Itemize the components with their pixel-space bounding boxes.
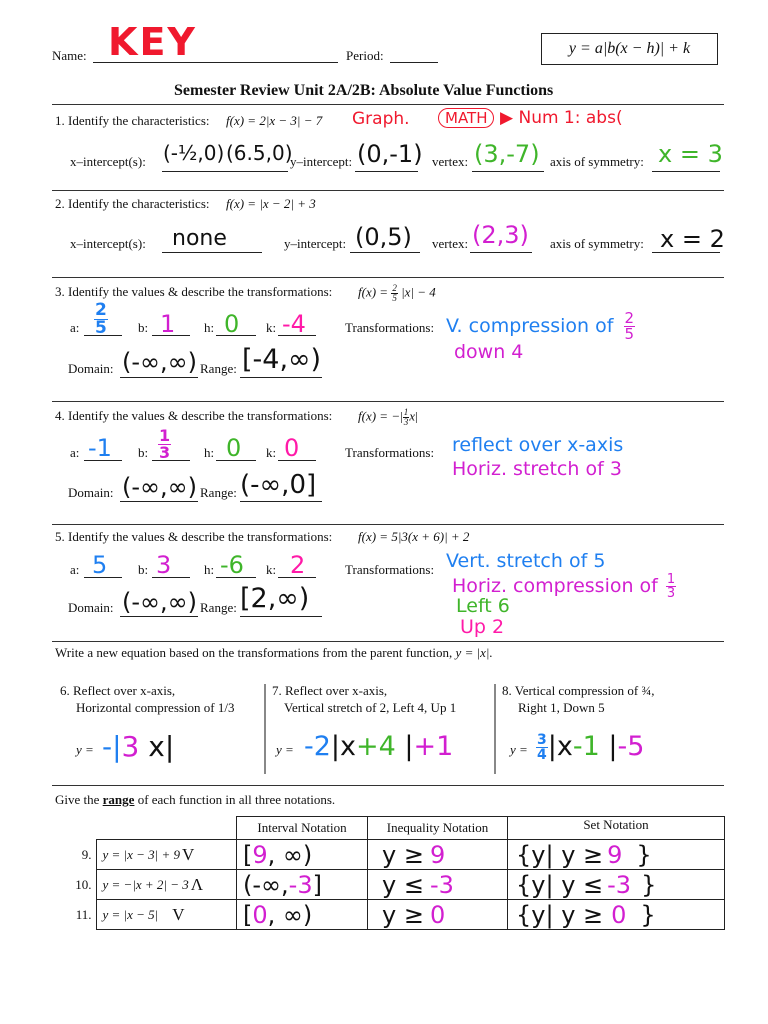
q7-ans-k: +1 [413, 731, 454, 762]
q5-k-label: k: [266, 562, 277, 577]
q7-answer [304, 731, 453, 762]
header-set: Set Notation [508, 817, 725, 840]
q4-b-num: 1 [159, 426, 171, 445]
q1-yint-label: y–intercept: [290, 154, 353, 169]
q8-y-label: y = [510, 742, 528, 757]
q5-function: f(x) = 5|3(x + 6)| + 2 [358, 529, 470, 544]
q1-vertex-label: vertex: [432, 154, 469, 169]
row-interval [237, 870, 368, 900]
row-ineq-pre: y ≥ [382, 840, 424, 869]
row-func-text: y = −|x + 2| − 3 [102, 876, 189, 892]
name-value: KEY [108, 20, 197, 64]
row-func [96, 870, 237, 900]
q1-note-math: MATH [438, 108, 494, 128]
q1-xint-b: (6.5,0) [226, 141, 293, 165]
table-row [52, 840, 725, 870]
q5-trans-4: Up 2 [460, 616, 505, 638]
divider [52, 785, 724, 786]
q2-prompt: 2. Identify the characteristics: [55, 196, 210, 211]
row-ineq-val: -3 [429, 870, 454, 899]
row-set-pre: {y| y ≥ [516, 900, 604, 929]
q2-function: f(x) = |x − 2| + 3 [226, 196, 316, 211]
row-interval-rest: , ∞) [267, 840, 313, 869]
q4-b-label: b: [138, 445, 149, 460]
q8-ans-num: 3 [537, 732, 547, 748]
row-interval-val: -3 [288, 870, 313, 899]
q1-xint-label: x–intercept(s): [70, 154, 146, 169]
row-inequality [368, 900, 508, 930]
q3-trans-1-text: V. compression of [446, 315, 614, 337]
page-title: Semester Review Unit 2A/2B: Absolute Value Functions [174, 82, 554, 99]
q5-domain-label: Domain: [68, 600, 114, 615]
q5-b: 3 [156, 551, 172, 579]
q4-func-den: 3 [403, 417, 409, 427]
row-set-pre: {y| y ≤ [516, 870, 604, 899]
range-instruction-post: of each function in all three notations. [137, 792, 336, 807]
formula-text: y = a|b(x − h)| + k [568, 40, 691, 57]
row-num: 10. [75, 876, 92, 892]
q1-axis: x = 3 [658, 140, 723, 168]
row-interval-open: [ [243, 840, 253, 869]
q3-func-num: 2 [392, 283, 397, 293]
v-shape-icon: V [182, 844, 195, 864]
q1-vertex: (3,-7) [474, 140, 540, 168]
q3-k-label: k: [266, 320, 277, 335]
q2-yint: (0,5) [355, 223, 412, 251]
q2-xint-line [162, 252, 262, 253]
q4-trans-1: reflect over x-axis [452, 434, 624, 456]
q3-trans-label: Transformations: [345, 320, 435, 335]
row-interval [237, 840, 368, 870]
q5-k: 2 [290, 551, 306, 579]
row-func-text: y = |x − 3| + 9 [102, 846, 181, 862]
q8-ans-x: |x [547, 731, 573, 762]
row-func [96, 840, 237, 870]
q3-range-label: Range: [200, 361, 237, 376]
q4-range-label: Range: [200, 485, 237, 500]
q2-vertex-line [470, 252, 532, 253]
q1-function: f(x) = 2|x − 3| − 7 [226, 113, 323, 128]
q5-domain-line [120, 616, 198, 617]
q4-b-den: 3 [159, 443, 171, 462]
period-label: Period: [346, 48, 384, 63]
q4-a-label: a: [70, 445, 80, 460]
q1-xint-line [162, 171, 288, 172]
header-interval: Interval Notation [237, 817, 368, 840]
q8-title: 8. Vertical compression of ¾, [502, 683, 655, 698]
q4-b [158, 428, 171, 461]
q6-ans-neg: -| [102, 730, 122, 763]
q4-range-line [240, 501, 322, 502]
write-instruction [55, 645, 493, 661]
q7-ans-a: -2 [304, 731, 331, 762]
q4-range: (-∞,0] [240, 470, 317, 500]
table-row [52, 870, 725, 900]
q3-b: 1 [160, 310, 176, 338]
q1-yint: (0,-1) [357, 140, 423, 168]
row-interval [237, 900, 368, 930]
name-label: Name: [52, 48, 87, 63]
separator [494, 684, 496, 774]
range-table [52, 816, 725, 930]
q3-domain: (-∞,∞) [122, 348, 197, 376]
q5-range-text: [2,∞) [240, 583, 310, 614]
q4-func-num: 1 [403, 407, 409, 417]
q5-range-line [240, 616, 322, 617]
q3-function [358, 284, 436, 303]
q5-trans-2-text: Horiz. compression of [452, 575, 658, 597]
divider [52, 641, 724, 642]
q2-xint: none [172, 226, 227, 251]
q6-ans-b: 3 [121, 730, 140, 763]
row-set-val: 0 [611, 900, 627, 929]
q5-trans-label: Transformations: [345, 562, 435, 577]
q4-domain: (-∞,∞) [122, 473, 197, 501]
q5-trans-2-den: 3 [666, 586, 676, 601]
q3-k: -4 [282, 310, 306, 338]
row-set-post: } [641, 870, 657, 899]
row-interval-val: 0 [252, 900, 268, 929]
q3-trans-1 [446, 311, 635, 342]
q3-h: 0 [224, 310, 240, 338]
q6-answer [102, 730, 174, 763]
q8-ans-k: -5 [617, 731, 645, 762]
q4-domain-label: Domain: [68, 485, 114, 500]
q8-ans-den: 4 [537, 747, 547, 763]
q4-h-label: h: [204, 445, 215, 460]
q4-prompt: 4. Identify the values & describe the transformations: [55, 408, 333, 423]
q2-yint-label: y–intercept: [284, 236, 347, 251]
row-set [508, 870, 725, 900]
q5-range [240, 583, 309, 614]
row-interval-rest: ] [312, 870, 322, 899]
q5-range-label: Range: [200, 600, 237, 615]
q5-h-label: h: [204, 562, 215, 577]
q3-a-label: a: [70, 320, 80, 335]
q1-note-num: ▶ Num 1: abs( [500, 108, 623, 128]
write-instruction-text: Write a new equation based on the transformations from the parent function, [55, 645, 453, 660]
q7-ans-h: +4 [356, 731, 396, 762]
table-row [52, 900, 725, 930]
row-func-text: y = |x − 5| [102, 906, 159, 922]
q3-domain-label: Domain: [68, 361, 114, 376]
divider [52, 277, 724, 278]
q4-a: -1 [88, 434, 112, 462]
row-interval-open: (-∞, [243, 870, 289, 899]
period-line [390, 62, 438, 63]
divider [52, 524, 724, 525]
divider [52, 401, 724, 402]
divider [52, 104, 724, 105]
separator [264, 684, 266, 774]
row-ineq-val: 9 [429, 840, 446, 869]
q4-function: f(x) = −| $\frac{1}{3}$ x| [358, 407, 418, 427]
q3-func-post: |x| − 4 [401, 284, 436, 300]
row-ineq-pre: y ≤ [382, 870, 424, 899]
divider [52, 190, 724, 191]
q8-ans-h: -1 [572, 731, 600, 762]
row-set-post: } [636, 840, 652, 869]
range-table-header [52, 817, 725, 840]
q2-axis-label: axis of symmetry: [550, 236, 644, 251]
q5-a: 5 [92, 551, 108, 579]
q3-trans-2: down 4 [454, 341, 524, 363]
q2-yint-line [350, 252, 420, 253]
q8-ans-close: | [608, 731, 618, 762]
header-inequality: Inequality Notation [368, 817, 508, 840]
row-set-val: 9 [607, 840, 623, 869]
q5-prompt: 5. Identify the values & describe the transformations: [55, 529, 333, 544]
q7-ans-x: |x [330, 731, 356, 762]
q6-title: 6. Reflect over x-axis, [60, 683, 176, 698]
q7-ans-close: | [404, 731, 414, 762]
row-inequality [368, 840, 508, 870]
q4-trans-2: Horiz. stretch of 3 [452, 458, 622, 480]
q5-h: -6 [220, 551, 244, 579]
q3-prompt: 3. Identify the values & describe the transformations: [55, 284, 333, 299]
q4-func-post: x [409, 408, 415, 424]
row-ineq-val: 0 [429, 900, 446, 929]
q3-b-label: b: [138, 320, 149, 335]
q6-y-label: y = [76, 742, 94, 757]
q2-axis: x = 2 [660, 225, 725, 253]
q2-vertex: (2,3) [472, 221, 529, 249]
q6-ans-x: x| [148, 730, 175, 763]
q5-trans-3: Left 6 [456, 595, 510, 617]
q1-note-graph: Graph. [352, 109, 410, 129]
q1-xint-a: (-½,0) [163, 141, 225, 165]
q3-range-line [240, 377, 322, 378]
row-num: 11. [75, 906, 92, 922]
q3-domain-line [120, 377, 198, 378]
q5-b-label: b: [138, 562, 149, 577]
row-func [96, 900, 237, 930]
inverted-v-shape-icon: Λ [190, 874, 204, 894]
q1-prompt: 1. Identify the characteristics: [55, 113, 210, 128]
q7-y-label: y = [276, 742, 294, 757]
row-interval-rest: , ∞) [267, 900, 313, 929]
row-set [508, 900, 725, 930]
q8-sub: Right 1, Down 5 [518, 700, 605, 715]
row-set-val: -3 [607, 870, 632, 899]
q1-axis-line [652, 171, 720, 172]
q2-xint-label: x–intercept(s): [70, 236, 146, 251]
q3-range: [-4,∞) [242, 344, 322, 375]
q4-k-label: k: [266, 445, 277, 460]
q4-func-pre: f(x) = − [358, 408, 401, 424]
q4-k: 0 [284, 434, 300, 462]
row-inequality [368, 870, 508, 900]
q5-a-label: a: [70, 562, 80, 577]
q5-trans-2-num: 1 [666, 572, 676, 587]
q3-a [94, 302, 108, 337]
q3-func-pre: f(x) = [358, 284, 389, 300]
q7-title: 7. Reflect over x-axis, [272, 683, 388, 698]
range-instruction-bold: range [102, 792, 135, 807]
q3-trans-1-den: 5 [624, 325, 635, 343]
q8-answer [536, 731, 644, 762]
q3-a-num: 2 [95, 300, 107, 320]
row-set-pre: {y| y ≥ [516, 840, 604, 869]
q3-func-den: 5 [392, 293, 397, 303]
row-interval-open: [ [243, 900, 253, 929]
q1-vertex-line [472, 171, 544, 172]
range-instruction-pre: Give the [55, 792, 100, 807]
q1-axis-label: axis of symmetry: [550, 154, 644, 169]
write-parent: y = |x|. [455, 645, 493, 660]
q4-domain-line [120, 501, 198, 502]
q3-a-den: 5 [95, 318, 107, 338]
q1-yint-line [355, 171, 418, 172]
row-set [508, 840, 725, 870]
q4-h: 0 [226, 434, 242, 462]
q2-vertex-label: vertex: [432, 236, 469, 251]
q3-h-label: h: [204, 320, 215, 335]
row-set-post: } [640, 900, 656, 929]
q5-trans-1: Vert. stretch of 5 [446, 550, 606, 572]
q3-trans-1-num: 2 [624, 309, 635, 327]
q6-sub: Horizontal compression of 1/3 [76, 700, 235, 715]
formula-box [541, 33, 718, 65]
range-instruction [55, 792, 335, 808]
v-shape-icon: V [172, 904, 185, 924]
q4-trans-label: Transformations: [345, 445, 435, 460]
row-interval-val: 9 [252, 840, 268, 869]
row-num: 9. [81, 846, 92, 862]
row-ineq-pre: y ≥ [382, 900, 424, 929]
q7-sub: Vertical stretch of 2, Left 4, Up 1 [284, 700, 457, 715]
q5-domain: (-∞,∞) [122, 588, 197, 616]
